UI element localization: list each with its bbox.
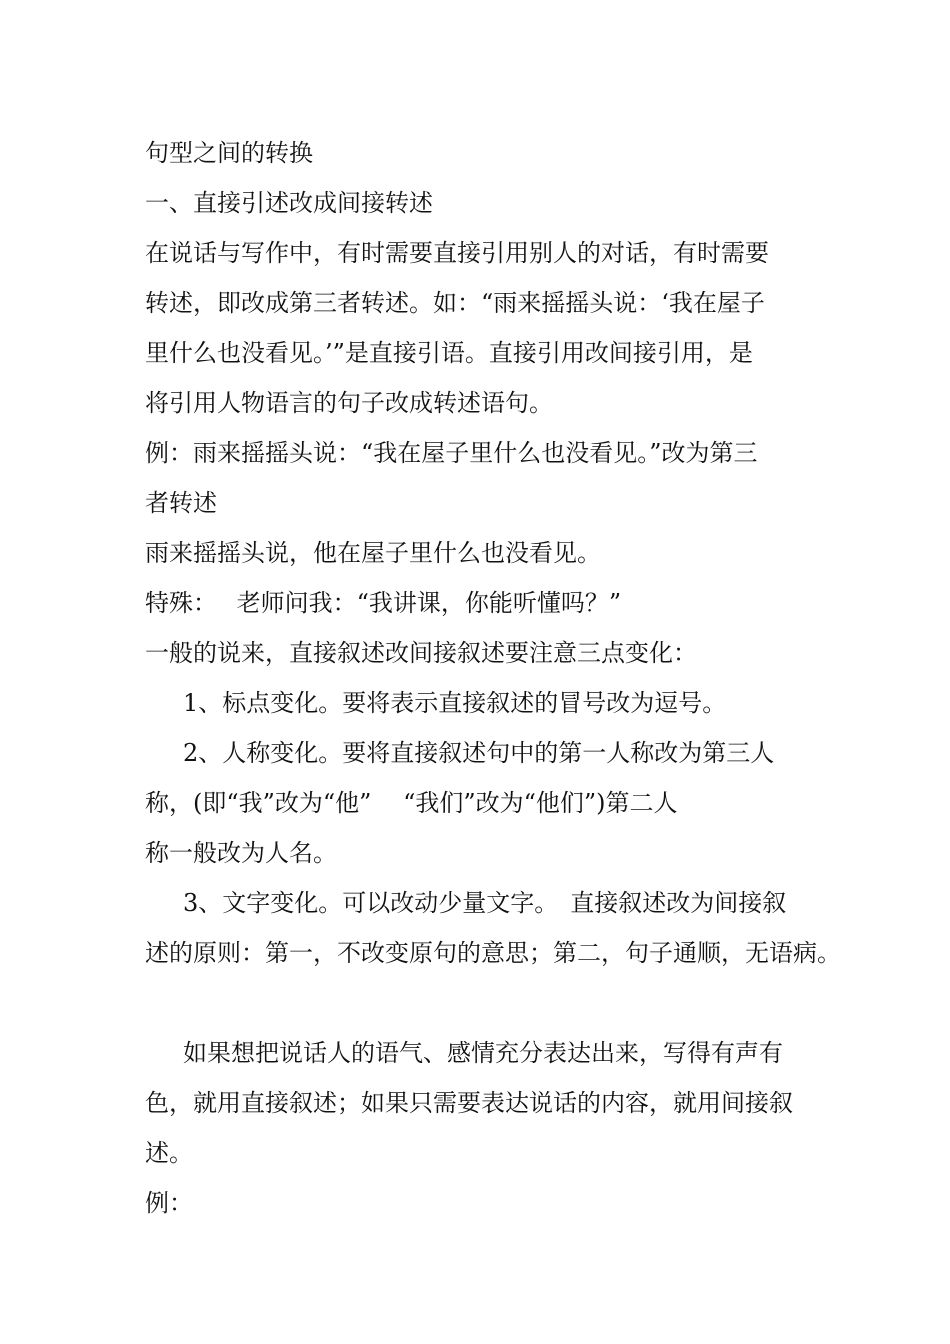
document-page [145,128,841,1228]
paragraph-line: 里什么也没看见。’”是直接引语。直接引用改间接引用，是 [145,339,753,367]
example-line: 者转述 [145,489,217,517]
paragraph-line: 一般的说来，直接叙述改间接叙述要注意三点变化： [145,639,697,667]
rule-item-3: 3、文字变化。可以改动少量文字。 直接叙述改为间接叙 [183,889,787,917]
paragraph-line: 色，就用直接叙述；如果只需要表达说话的内容，就用间接叙 [145,1089,793,1117]
paragraph-line: 转述，即改成第三者转述。如：“雨来摇摇头说：‘我在屋子 [145,289,765,317]
blank-line [145,978,835,1028]
example-label: 例： [145,1189,193,1217]
paragraph-line: 如果想把说话人的语气、感情充分表达出来，写得有声有 [183,1039,783,1067]
example-line: 雨来摇摇头说，他在屋子里什么也没看见。 [145,539,601,567]
rule-item-1: 1、标点变化。要将表示直接叙述的冒号改为逗号。 [183,689,727,717]
rule-item-2-continued: 称一般改为人名。 [145,839,337,867]
paragraph-line: 将引用人物语言的句子改成转述语句。 [145,389,553,417]
paragraph-line: 在说话与写作中，有时需要直接引用别人的对话，有时需要 [145,239,769,267]
rule-item-2-continued: 称，(即“我”改为“他” “我们”改为“他们”)第二人 [145,789,678,817]
rule-item-2: 2、人称变化。要将直接叙述句中的第一人称改为第三人 [183,739,775,767]
document-title: 句型之间的转换 [145,139,313,167]
section-heading: 一、直接引述改成间接转述 [145,189,433,217]
example-line: 例：雨来摇摇头说：“我在屋子里什么也没看见。”改为第三 [145,439,758,467]
rule-item-3-continued: 述的原则：第一，不改变原句的意思；第二，句子通顺，无语病。 [145,939,841,967]
special-case-line: 特殊： 老师问我：“我讲课，你能听懂吗？” [145,589,622,617]
paragraph-line: 述。 [145,1139,193,1167]
